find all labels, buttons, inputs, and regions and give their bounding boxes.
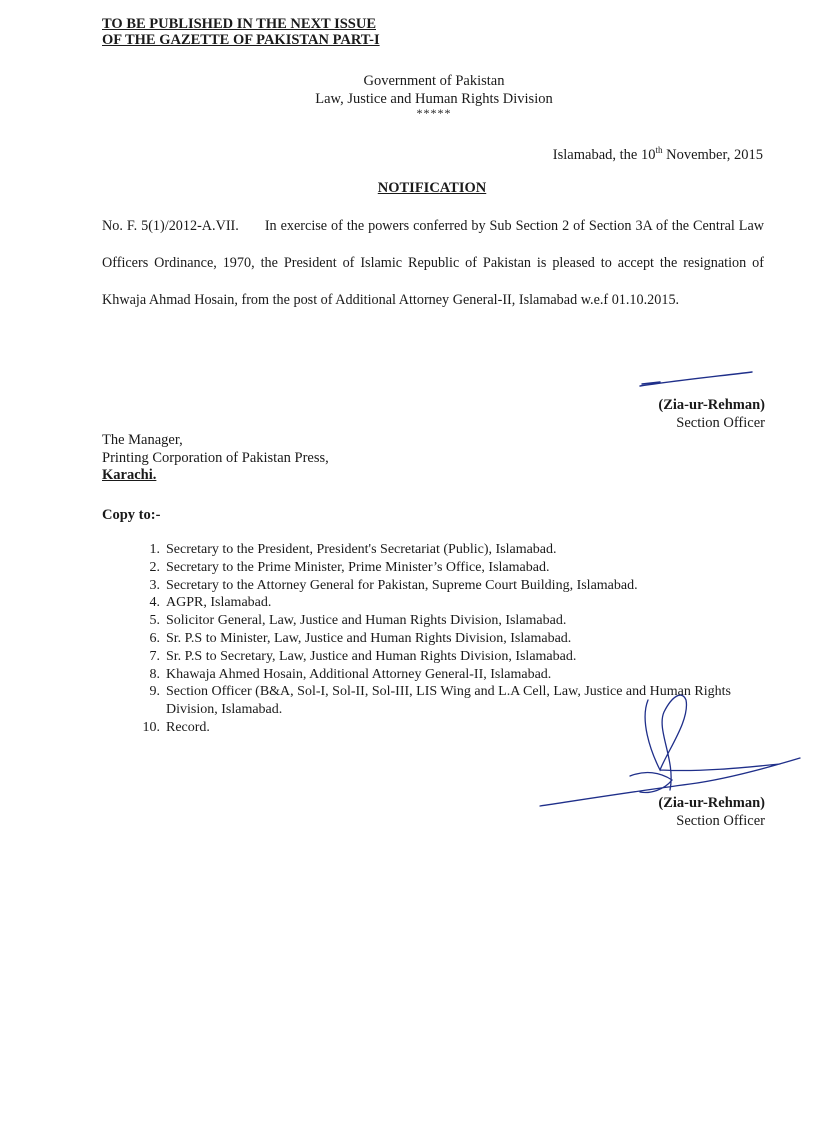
copy-item-text: Secretary to the Attorney General for Pakistan, Supreme Court Building, Islamabad. [166, 577, 638, 593]
copy-list-item [140, 666, 770, 684]
government-name: Government of Pakistan [363, 73, 505, 89]
signatory-name: (Zia-ur-Rehman) [658, 795, 765, 811]
date-line [553, 145, 763, 164]
copy-item-text: Khawaja Ahmed Hosain, Additional Attorney General-II, Islamabad. [166, 666, 552, 682]
copy-to-heading: Copy to:- [102, 507, 161, 523]
copy-item-number: 8. [149, 666, 160, 682]
notification-body [102, 208, 764, 319]
recipient-city: Karachi. [102, 467, 157, 483]
copy-list-item [140, 719, 770, 737]
header-stars: ***** [416, 106, 452, 120]
copy-list-item [140, 541, 770, 559]
copy-item-number: 7. [149, 648, 160, 664]
copy-item-text: Secretary to the Prime Minister, Prime Minister’s Office, Islamabad. [166, 559, 550, 575]
document-header [0, 73, 813, 118]
copy-list-item [140, 630, 770, 648]
copy-item-number: 2. [149, 559, 160, 575]
copy-item-number: 3. [149, 577, 160, 593]
copy-item-number: 4. [149, 595, 160, 611]
recipient-address [102, 432, 329, 485]
copy-item-text: Record. [166, 719, 210, 735]
copy-item-text: Section Officer (B&A, Sol-I, Sol-II, Sol-III, LIS Wing and L.A Cell, Law, Justice and Human Rights Division, Islamabad. [166, 684, 731, 718]
signature-block-top [658, 396, 765, 432]
notification-reference: No. F. 5(1)/2012-A.VII. [102, 218, 239, 234]
date-rest: November, 2015 [662, 146, 763, 163]
signatory-name: (Zia-ur-Rehman) [658, 397, 765, 413]
copy-list-item [140, 683, 770, 719]
date-prefix: Islamabad, the 10 [552, 146, 656, 163]
copy-list-item [140, 594, 770, 612]
copy-list-item [140, 648, 770, 666]
signatory-designation: Section Officer [676, 415, 765, 431]
gazette-notice-line2: OF THE GAZETTE OF PAKISTAN PART-I [102, 32, 380, 48]
notification-title: NOTIFICATION [377, 180, 487, 196]
copy-list-item [140, 559, 770, 577]
recipient-line1: The Manager, [102, 432, 183, 448]
copy-to-list [140, 541, 770, 737]
copy-item-text: Sr. P.S to Minister, Law, Justice and Human Rights Division, Islamabad. [166, 630, 572, 646]
notification-text: In exercise of the powers conferred by Sub Section 2 of Section 3A of the Central Law Officers Ordinance, 1970, the President of Islamic Republic of Pakistan is pleased to accept the resignation of Khwaja Ahmad Hosain, from the post of Additional Attorney General-II, Islamabad w.e.f 01.10.2015. [102, 218, 764, 308]
copy-item-number: 5. [149, 613, 160, 629]
copy-item-number: 6. [149, 630, 160, 646]
division-name: Law, Justice and Human Rights Division [315, 90, 553, 107]
copy-item-number: 10. [142, 719, 160, 735]
date-ordinal: th [655, 145, 663, 155]
copy-item-text: AGPR, Islamabad. [166, 595, 272, 611]
copy-item-number: 1. [149, 542, 160, 557]
copy-item-text: Solicitor General, Law, Justice and Human Rights Division, Islamabad. [166, 613, 567, 629]
initial-stroke-top [640, 372, 752, 386]
copy-item-number: 9. [149, 684, 160, 700]
copy-item-text: Secretary to the President, President's Secretariat (Public), Islamabad. [166, 542, 557, 557]
gazette-notice [102, 16, 380, 48]
recipient-line2: Printing Corporation of Pakistan Press, [102, 449, 329, 466]
signature-block-bottom [658, 794, 765, 830]
gazette-notice-line1: TO BE PUBLISHED IN THE NEXT ISSUE [102, 16, 376, 32]
copy-list-item [140, 612, 770, 630]
signatory-designation: Section Officer [676, 813, 765, 829]
copy-list-item [140, 577, 770, 595]
copy-item-text: Sr. P.S to Secretary, Law, Justice and Human Rights Division, Islamabad. [166, 648, 577, 664]
